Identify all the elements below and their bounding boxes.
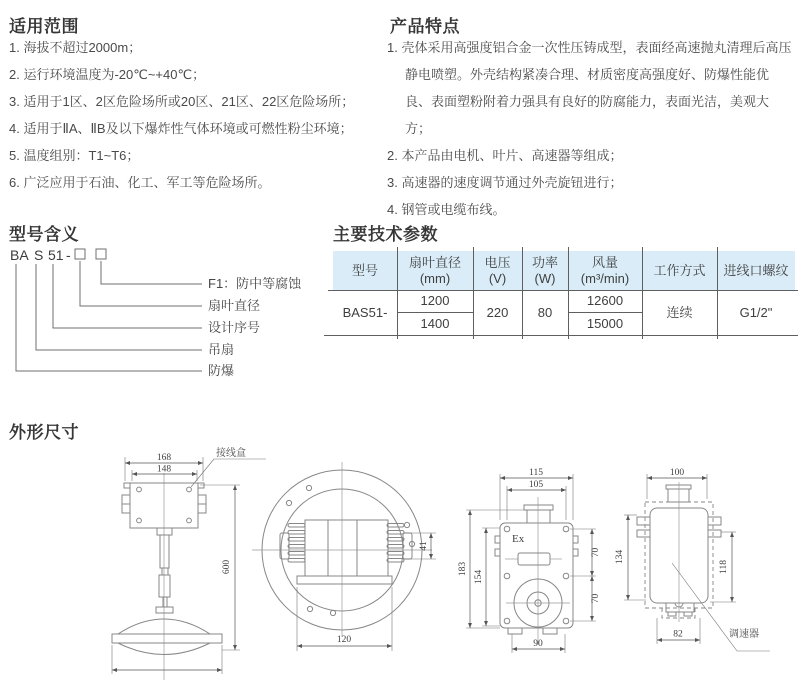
screw-hole [563,526,569,532]
header-text: 扇叶直径 [408,254,461,270]
header-unit: (m³/min) [580,270,630,286]
dim-outer-width: 168 [156,453,172,463]
col-header-voltage [473,251,522,290]
cell-diameter-1: 1200 [420,293,450,308]
dim-base-width: 120 [336,635,352,645]
specs-title: 主要技术参数 [333,225,438,244]
specs-table [333,251,795,335]
header-unit: (V) [488,270,507,286]
model-label-diameter: 扇叶直径 [208,298,261,313]
model-code-series: 51 [48,247,64,263]
scope-item: 2. 运行环境温度为-20℃~+40℃； [9,67,206,82]
scope-item: 5. 温度组别：T1~T6； [9,148,140,163]
screw-hole [563,573,569,579]
features-list [387,34,794,223]
dim-bottom-width: 90 [533,639,543,649]
screw-hole [137,487,142,492]
dim-right-height: 118 [719,560,729,574]
model-label-exproof: 防爆 [208,363,235,378]
box-side-view-drawing [615,468,770,651]
scope-item: 4. 适用于ⅡA、ⅡB及以下爆炸性气体环境或可燃性粉尘环境； [9,121,353,136]
model-label-ceiling-fan: 吊扇 [208,342,235,357]
scope-item: 3. 适用于1区、2区危险场所或20区、21区、22区危险场所； [9,94,355,109]
fan-top-view-drawing [252,462,436,651]
model-leader-type [36,264,202,350]
cell-model: BAS51- [342,304,388,320]
model-code-prefix: BA [10,247,29,263]
cell-power: 80 [537,304,553,320]
col-header-thread [717,251,795,290]
junction-box-label: 接线盒 [216,448,246,459]
feature-item: 4. 钢管或电缆布线。 [387,202,506,217]
bolt-hole [307,606,312,611]
box-front-view-drawing [458,468,601,653]
dim-height: 600 [222,559,232,575]
scope-item: 6. 广泛应用于石油、化工、军工等危险场所。 [9,175,271,190]
header-text: 工作方式 [653,262,706,278]
screw-hole [187,487,192,492]
header-unit: (W) [534,270,556,286]
screw-hole [504,573,510,579]
header-text: 进线口螺纹 [723,262,789,278]
header-text: 风量 [591,254,618,270]
bolt-hole [286,500,291,505]
outline-title: 外形尺寸 [9,423,79,442]
cell-airflow-2: 15000 [586,315,624,331]
cell-diameter-2: 1400 [420,315,450,331]
table-divider [324,335,798,336]
fan-side-view-drawing [112,446,266,680]
screw-hole [563,618,569,624]
cell-voltage: 220 [486,304,509,320]
dim-right-upper: 70 [591,547,601,558]
model-leader-prefix [16,264,202,371]
dim-left-inner: 154 [474,569,484,585]
cell-airflow-1: 12600 [586,293,624,308]
dim-fin-height: 41 [419,541,429,551]
screw-hole [504,526,510,532]
feature-item: 2. 本产品由电机、叶片、高速器等组成； [387,148,623,163]
model-code-diagram [10,245,322,385]
cell-thread: G1/2" [739,304,773,320]
feature-item: 3. 高速器的速度调节通过外壳旋钮进行； [387,175,623,190]
model-code-box2 [96,249,106,259]
scope-title: 适用范围 [9,17,79,36]
screw-hole [504,618,510,624]
bolt-hole [306,485,311,490]
col-header-duty [642,251,717,290]
bolt-hole [404,522,409,527]
model-code-box1 [75,249,85,259]
dim-top-inner: 105 [528,480,544,490]
header-text: 型号 [351,262,378,278]
dim-top-outer: 115 [529,468,543,478]
model-code-dash: - [66,247,71,263]
scope-item: 1. 海拔不超过2000m； [9,40,142,55]
model-code-type: S [34,247,44,263]
governor-label: 调速器 [729,629,759,640]
screw-hole [137,518,142,523]
scope-list [9,34,374,196]
dim-top-width: 100 [669,468,685,478]
outline-drawings [0,437,800,687]
col-header-model [333,251,397,290]
dim-inner-width: 148 [156,464,172,475]
col-header-diameter [397,251,473,290]
dim-right-lower: 70 [591,593,601,604]
model-leader-box2 [101,261,202,284]
model-label-design-no: 设计序号 [208,320,261,335]
model-leader-series [53,264,202,328]
ex-marking: Ex [512,533,525,545]
model-title: 型号含义 [9,225,79,244]
dim-bottom-width: 82 [673,629,683,640]
bolt-hole [330,610,335,615]
header-text: 电压 [484,254,511,270]
col-header-airflow [568,251,642,290]
header-text: 功率 [531,254,558,270]
feature-item: 1. 壳体采用高强度铝合金一次性压铸成型，表面经高速抛丸清理后高压静电喷塑。外壳结构紧凑合理、材质密度高强度好、防爆性能优良、表面塑粉附着力强具有良好的防腐能力，表面光洁，美观大方； [387,40,792,136]
header-unit: (mm) [419,270,451,286]
model-label-corrosion: F1：防中等腐蚀 [208,276,302,291]
cell-duty: 连续 [666,304,693,320]
dim-left-outer: 183 [458,561,468,577]
screw-hole [187,518,192,523]
col-header-power [522,251,568,290]
dim-left-height: 134 [615,549,625,565]
features-title: 产品特点 [390,17,460,36]
